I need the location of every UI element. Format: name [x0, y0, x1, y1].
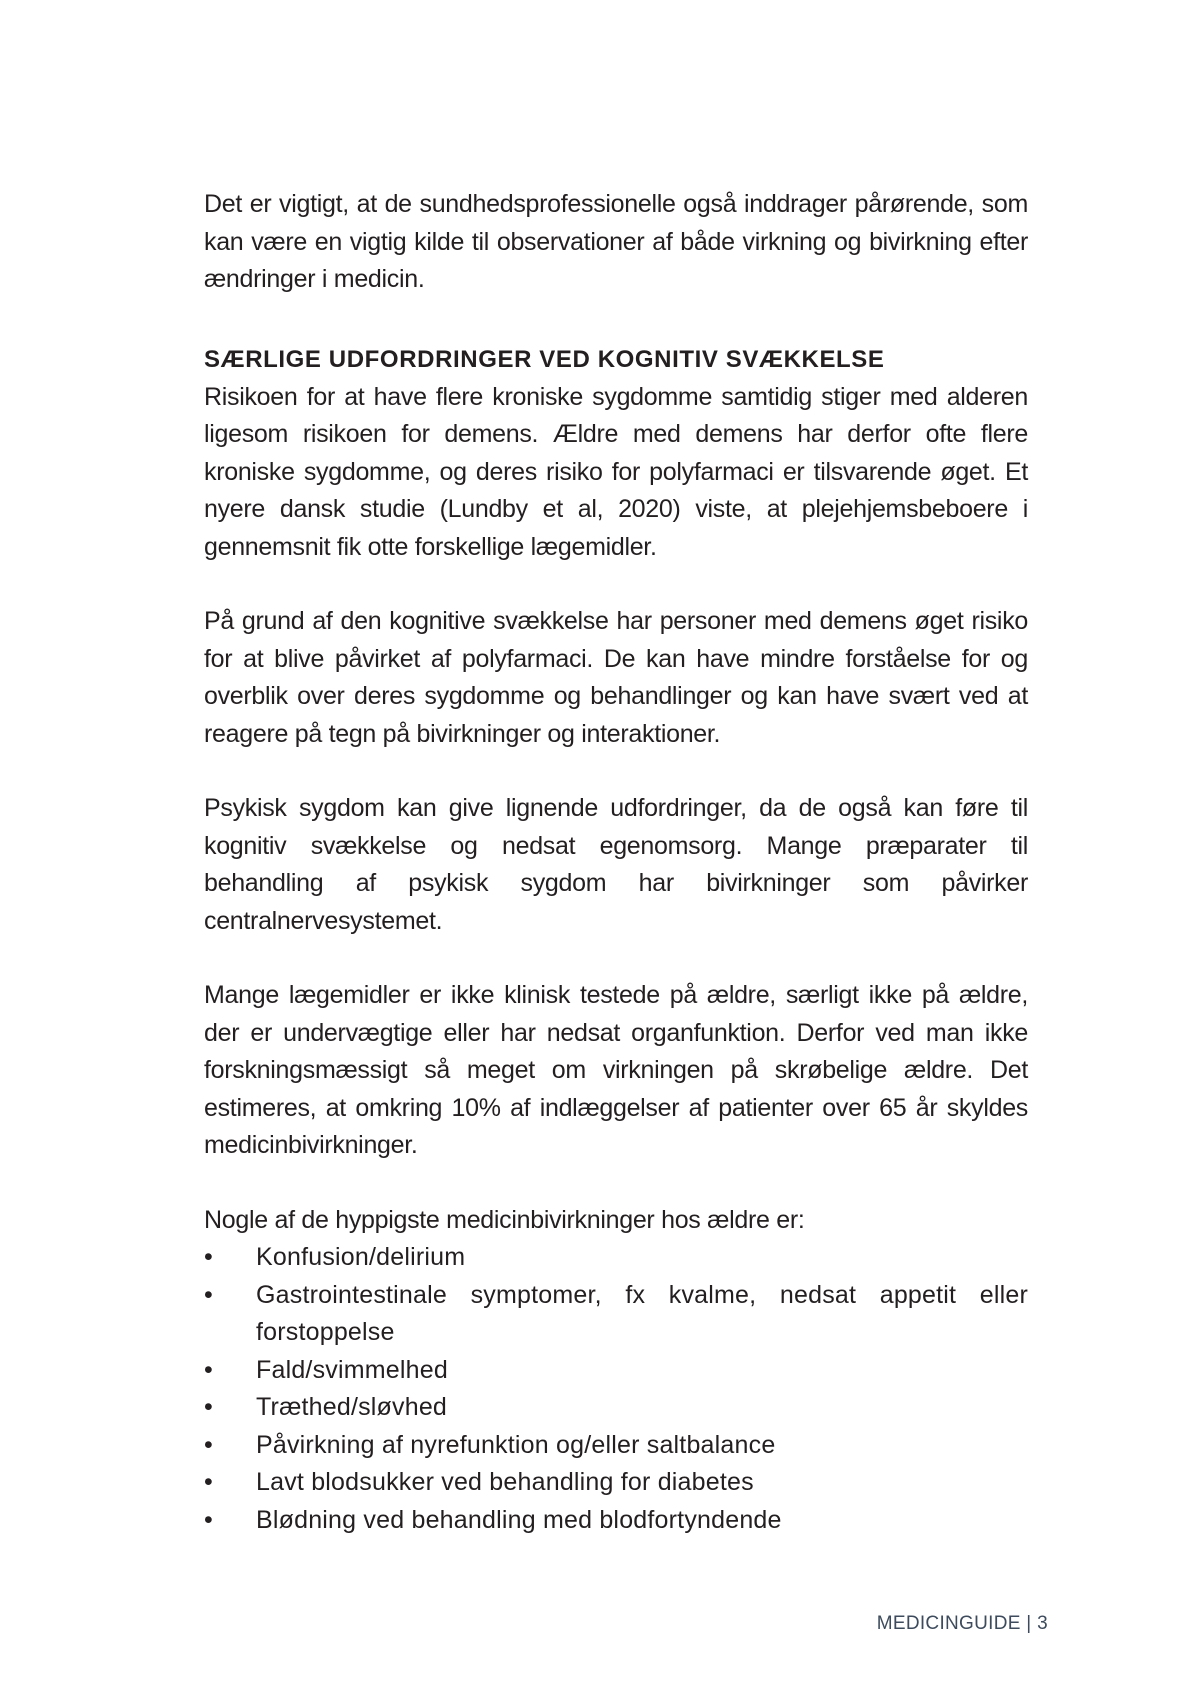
list-item — [204, 1427, 1028, 1465]
section-heading: SÆRLIGE UDFORDRINGER VED KOGNITIV SVÆKKELSE — [204, 345, 885, 373]
bullet-icon: • — [204, 1393, 213, 1421]
psychiatric-paragraph: Psykisk sygdom kan give lignende udfordringer, da de også kan føre til kognitiv svækkelse og nedsat egenomsorg. Mange præparater til behandling af psykisk sygdom har bivirkninger som påvirker centralnervesystemet. — [204, 794, 1028, 935]
page-content — [204, 186, 1028, 1539]
cognitive-paragraph-2: På grund af den kognitive svækkelse har personer med demens øget risiko for at blive påvirket af polyfarmaci. De kan have mindre forståelse for og overblik over deres sygdomme og behandlinger og kan have svært ved at reagere på tegn på bivirkninger og interaktioner. — [204, 607, 1028, 748]
bullet-icon: • — [204, 1430, 213, 1459]
cognitive-paragraph-1: Risikoen for at have flere kroniske sygdomme samtidig stiger med alderen ligesom risikoen for demens. Ældre med demens har derfor ofte flere kroniske sygdomme, og deres risiko for polyfarmaci er tilsvarende øget. Et nyere dansk studie (Lundby et al, 2020) viste, at plejehjemsbeboere i gennemsnit fik otte forskellige lægemidler. — [204, 382, 1028, 561]
list-item — [204, 1464, 1028, 1502]
list-item — [204, 1239, 1028, 1277]
list-item — [204, 1502, 1028, 1540]
list-item-text: Træthed/sløvhed — [256, 1393, 448, 1421]
list-item-text: Konfusion/delirium — [256, 1243, 466, 1271]
list-item-text: Påvirkning af nyrefunktion og/eller saltbalance — [256, 1430, 776, 1459]
list-item-text: Fald/svimmelhed — [256, 1355, 448, 1384]
list-item-text: Gastrointestinale symptomer, fx kvalme, nedsat appetit eller forstoppelse — [256, 1280, 1028, 1346]
bullet-icon: • — [204, 1280, 213, 1309]
bullet-icon: • — [204, 1505, 213, 1534]
side-effects-list — [204, 1239, 1028, 1539]
list-item-text: Lavt blodsukker ved behandling for diabetes — [256, 1468, 754, 1496]
bullet-icon: • — [204, 1243, 213, 1271]
bullet-icon: • — [204, 1468, 213, 1496]
list-item — [204, 1389, 1028, 1427]
bullet-icon: • — [204, 1355, 213, 1384]
list-item — [204, 1277, 1028, 1352]
testing-paragraph: Mange lægemidler er ikke klinisk testede på ældre, særligt ikke på ældre, der er undervægtige eller har nedsat organfunktion. Derfor ved man ikke forskningsmæssigt så meget om virkningen på skrøbelige ældre. Det estimeres, at omkring 10% af indlæggelser af patienter over 65 år skyldes medicinbivirkninger. — [204, 981, 1028, 1159]
list-intro: Nogle af de hyppigste medicinbivirkninger hos ældre er: — [204, 1205, 805, 1234]
page-footer: MEDICINGUIDE | 3 — [876, 1613, 1048, 1634]
list-item — [204, 1352, 1028, 1390]
intro-paragraph: Det er vigtigt, at de sundhedsprofessionelle også inddrager pårørende, som kan være en vigtig kilde til observationer af både virkning og bivirkning efter ændringer i medicin. — [204, 190, 1028, 293]
list-item-text: Blødning ved behandling med blodfortyndende — [256, 1505, 782, 1534]
